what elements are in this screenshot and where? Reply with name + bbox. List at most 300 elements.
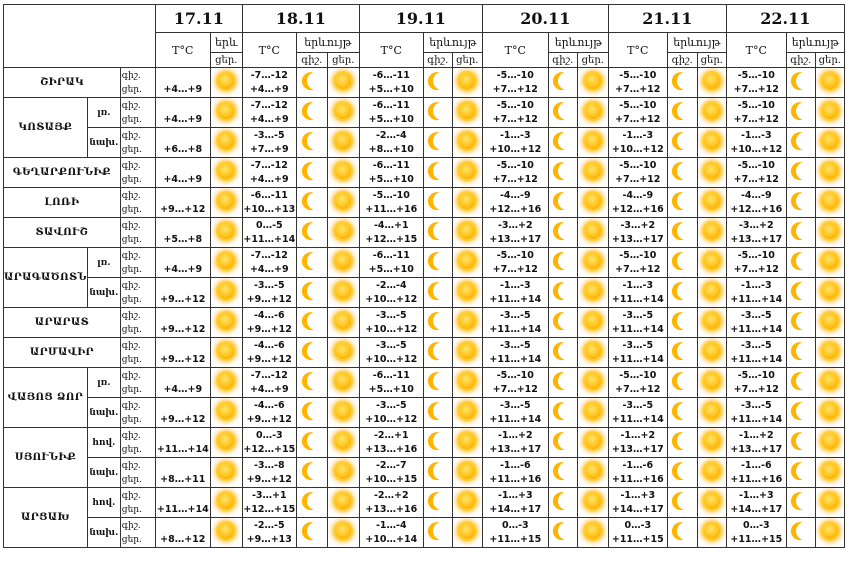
temp-value: -5…-10 xyxy=(737,249,775,261)
temperature-cell xyxy=(482,488,548,518)
night-subheader: գիշ. xyxy=(423,53,452,68)
temp-value: +10…+12 xyxy=(365,353,418,365)
weather-icon-cell xyxy=(667,488,697,518)
temp-value: -2…+2 xyxy=(373,489,409,501)
date-header: 19.11 xyxy=(359,5,482,33)
moon-icon xyxy=(676,220,697,241)
weather-icon-cell xyxy=(423,218,452,248)
moon-icon xyxy=(556,340,577,361)
temperature-cell xyxy=(608,488,667,518)
sun-icon xyxy=(820,341,840,361)
header-corner xyxy=(4,5,156,68)
weather-icon-cell xyxy=(296,188,327,218)
sun-icon xyxy=(216,521,236,541)
weather-icon-cell xyxy=(667,68,697,98)
subregion-name: նախ. xyxy=(87,128,120,158)
sun-icon xyxy=(820,281,840,301)
temp-value: -7…-12 xyxy=(250,369,288,381)
temp-value: -3…-5 xyxy=(499,309,531,321)
region-name: ԳԵՂԱՐՔՈՒՆԻՔ xyxy=(4,158,121,188)
temp-value: +11…+16 xyxy=(365,203,418,215)
temp-value: -1…-3 xyxy=(740,279,772,291)
weather-icon-cell xyxy=(452,308,482,338)
temp-value: +14…+17 xyxy=(489,503,542,515)
moon-icon xyxy=(676,460,697,481)
day-subheader: ցեր. xyxy=(577,53,608,68)
moon-icon xyxy=(676,400,697,421)
sun-icon xyxy=(333,71,353,91)
weather-icon-cell xyxy=(667,368,697,398)
temperature-cell xyxy=(608,458,667,488)
moon-icon xyxy=(305,130,326,151)
moon-icon xyxy=(305,190,326,211)
weather-icon-cell xyxy=(210,158,242,188)
weather-icon-cell xyxy=(423,458,452,488)
temperature-cell xyxy=(726,158,786,188)
moon-icon xyxy=(794,130,815,151)
sun-icon xyxy=(702,431,722,451)
moon-icon xyxy=(794,70,815,91)
temp-value: -5…-10 xyxy=(737,159,775,171)
weather-icon-cell xyxy=(548,278,577,308)
sun-icon xyxy=(216,341,236,361)
weather-icon-cell xyxy=(697,278,726,308)
weather-icon-cell xyxy=(548,128,577,158)
temp-value xyxy=(156,219,210,233)
temp-value xyxy=(156,459,210,473)
weather-icon-cell xyxy=(815,128,844,158)
temp-value: -1…-3 xyxy=(622,129,654,141)
moon-icon xyxy=(431,520,452,541)
sun-icon xyxy=(583,401,603,421)
temp-value: +7…+12 xyxy=(733,83,779,95)
sun-icon xyxy=(333,431,353,451)
sun-icon xyxy=(820,431,840,451)
weather-icon-cell xyxy=(327,248,359,278)
temperature-cell xyxy=(608,248,667,278)
table-row xyxy=(4,158,845,188)
moon-icon xyxy=(676,370,697,391)
temperature-cell xyxy=(359,428,423,458)
weather-icon-cell xyxy=(452,368,482,398)
moon-icon xyxy=(305,400,326,421)
weather-icon-cell xyxy=(786,458,815,488)
weather-icon-cell xyxy=(423,488,452,518)
weather-icon-cell xyxy=(667,518,697,548)
sun-icon xyxy=(583,191,603,211)
phenomenon-header: երևույթ xyxy=(296,33,359,53)
temp-value: +10…+12 xyxy=(489,143,542,155)
temp-value: -6…-11 xyxy=(372,369,410,381)
weather-icon-cell xyxy=(815,428,844,458)
temp-value: -3…-5 xyxy=(740,309,772,321)
temperature-cell xyxy=(155,518,210,548)
moon-icon xyxy=(794,370,815,391)
table-row xyxy=(4,278,845,308)
temp-value: +11…+14 xyxy=(243,233,296,245)
temp-value xyxy=(156,519,210,533)
temp-value: +4…+9 xyxy=(249,173,289,185)
weather-icon-cell xyxy=(697,488,726,518)
temp-value: +11…+14 xyxy=(489,323,542,335)
weather-icon-cell xyxy=(577,278,608,308)
temp-value: -4…+1 xyxy=(373,219,409,231)
temp-value: -1…+3 xyxy=(738,489,774,501)
temperature-cell xyxy=(726,518,786,548)
weather-icon-cell xyxy=(667,338,697,368)
temp-value: +9…+13 xyxy=(246,533,292,545)
subregion-name: նախ. xyxy=(87,278,120,308)
moon-icon xyxy=(556,430,577,451)
weather-icon-cell xyxy=(786,128,815,158)
temp-value: -3…+2 xyxy=(620,219,656,231)
table-row xyxy=(4,128,845,158)
temp-value xyxy=(156,99,210,113)
sun-icon xyxy=(216,311,236,331)
sun-icon xyxy=(457,521,477,541)
temperature-cell xyxy=(482,308,548,338)
temperature-cell xyxy=(608,308,667,338)
temp-value: 0…-3 xyxy=(501,519,529,531)
temp-value: +7…+12 xyxy=(615,83,661,95)
moon-icon xyxy=(676,190,697,211)
weather-icon-cell xyxy=(548,98,577,128)
moon-icon xyxy=(676,100,697,121)
temperature-cell xyxy=(482,458,548,488)
temp-value: +11…+16 xyxy=(730,473,783,485)
weather-icon-cell xyxy=(452,428,482,458)
temp-value: -1…+2 xyxy=(738,429,774,441)
temperature-cell xyxy=(726,218,786,248)
sun-icon xyxy=(216,251,236,271)
temp-header: T°C xyxy=(482,33,548,68)
sun-icon xyxy=(820,71,840,91)
temp-value: -1…+2 xyxy=(497,429,533,441)
moon-icon xyxy=(556,70,577,91)
weather-icon-cell xyxy=(327,218,359,248)
sun-icon xyxy=(333,161,353,181)
sun-icon xyxy=(702,461,722,481)
moon-icon xyxy=(431,400,452,421)
weather-icon-cell xyxy=(697,68,726,98)
sun-icon xyxy=(702,281,722,301)
temp-value: -2…-4 xyxy=(375,279,407,291)
temp-value: +12…+16 xyxy=(730,203,783,215)
temp-value: +5…+10 xyxy=(368,113,414,125)
sun-icon xyxy=(457,251,477,271)
sun-icon xyxy=(457,131,477,151)
temperature-cell xyxy=(155,278,210,308)
temperature-cell xyxy=(608,518,667,548)
temp-value: -3…-5 xyxy=(253,279,285,291)
weather-icon-cell xyxy=(815,248,844,278)
weather-icon-cell xyxy=(327,98,359,128)
temperature-cell xyxy=(482,218,548,248)
moon-icon xyxy=(556,250,577,271)
sun-icon xyxy=(216,191,236,211)
night-subheader: գիշ. xyxy=(548,53,577,68)
weather-icon-cell xyxy=(667,278,697,308)
temp-value: -5…-10 xyxy=(372,189,410,201)
table-row xyxy=(4,188,845,218)
temp-value: -1…+3 xyxy=(620,489,656,501)
sun-icon xyxy=(216,101,236,121)
sun-icon xyxy=(457,281,477,301)
weather-icon-cell xyxy=(667,458,697,488)
moon-icon xyxy=(794,100,815,121)
weather-icon-cell xyxy=(815,368,844,398)
weather-icon-cell xyxy=(577,398,608,428)
temperature-cell xyxy=(242,308,296,338)
temp-value: +12…+16 xyxy=(489,203,542,215)
temp-value: +7…+12 xyxy=(733,263,779,275)
temp-value: +13…+17 xyxy=(489,233,542,245)
temp-value: -7…-12 xyxy=(250,249,288,261)
sun-icon xyxy=(583,491,603,511)
temp-value: +11…+16 xyxy=(489,473,542,485)
temp-value: +7…+12 xyxy=(733,173,779,185)
temp-value: +9…+12 xyxy=(160,413,206,425)
moon-icon xyxy=(676,310,697,331)
weather-icon-cell xyxy=(327,158,359,188)
weather-icon-cell xyxy=(423,398,452,428)
weather-icon-cell xyxy=(296,68,327,98)
temperature-cell xyxy=(155,188,210,218)
weather-icon-cell xyxy=(423,128,452,158)
temperature-cell xyxy=(726,398,786,428)
weather-icon-cell xyxy=(786,488,815,518)
temperature-cell xyxy=(482,68,548,98)
temperature-cell xyxy=(359,158,423,188)
weather-icon-cell xyxy=(296,518,327,548)
temperature-cell xyxy=(359,368,423,398)
weather-icon-cell xyxy=(548,428,577,458)
weather-icon-cell xyxy=(423,98,452,128)
weather-icon-cell xyxy=(327,68,359,98)
sun-icon xyxy=(583,341,603,361)
weather-icon-cell xyxy=(296,128,327,158)
weather-icon-cell xyxy=(452,68,482,98)
sun-icon xyxy=(820,521,840,541)
sun-icon xyxy=(702,371,722,391)
weather-icon-cell xyxy=(296,218,327,248)
weather-icon-cell xyxy=(667,248,697,278)
temp-value: +9…+12 xyxy=(246,413,292,425)
subregion-name: լռ. xyxy=(87,248,120,278)
weather-icon-cell xyxy=(452,488,482,518)
sun-icon xyxy=(216,461,236,481)
sun-icon xyxy=(702,101,722,121)
moon-icon xyxy=(305,340,326,361)
temp-value: +7…+12 xyxy=(615,383,661,395)
sun-icon xyxy=(216,371,236,391)
temperature-cell xyxy=(155,398,210,428)
temp-value: -3…-5 xyxy=(499,339,531,351)
temperature-cell xyxy=(608,218,667,248)
temp-value: -3…-5 xyxy=(375,339,407,351)
weather-icon-cell xyxy=(423,428,452,458)
sun-icon xyxy=(820,251,840,271)
moon-icon xyxy=(431,190,452,211)
weather-icon-cell xyxy=(548,248,577,278)
weather-icon-cell xyxy=(786,398,815,428)
day-night-label: գիշ. ցեր. xyxy=(120,98,155,128)
weather-icon-cell xyxy=(786,308,815,338)
moon-icon xyxy=(676,430,697,451)
temp-value xyxy=(156,399,210,413)
moon-icon xyxy=(305,520,326,541)
temp-value: +4…+9 xyxy=(163,263,203,275)
temperature-cell xyxy=(482,398,548,428)
region-name: ՎԱՅՈՑ ՁՈՐ xyxy=(4,368,88,428)
weather-icon-cell xyxy=(667,308,697,338)
temp-value: -6…-11 xyxy=(372,159,410,171)
temp-value: +10…+13 xyxy=(243,203,296,215)
temp-value: +11…+14 xyxy=(730,323,783,335)
temperature-cell xyxy=(482,98,548,128)
weather-icon-cell xyxy=(327,428,359,458)
weather-icon-cell xyxy=(697,398,726,428)
temp-value: -1…-3 xyxy=(499,279,531,291)
temperature-cell xyxy=(155,218,210,248)
weather-icon-cell xyxy=(577,368,608,398)
weather-icon-cell xyxy=(210,518,242,548)
weather-icon-cell xyxy=(210,368,242,398)
temp-value: 0…-3 xyxy=(255,429,283,441)
temp-value: +5…+8 xyxy=(163,233,203,245)
weather-icon-cell xyxy=(667,188,697,218)
temp-value: +11…+14 xyxy=(611,413,664,425)
day-subheader: ցեր. xyxy=(697,53,726,68)
temp-value: -3…-5 xyxy=(622,309,654,321)
sun-icon xyxy=(583,521,603,541)
subregion-name: նախ. xyxy=(87,398,120,428)
weather-icon-cell xyxy=(548,188,577,218)
table-row xyxy=(4,68,845,98)
temp-value xyxy=(156,309,210,323)
temp-value: +11…+14 xyxy=(730,293,783,305)
temperature-cell xyxy=(608,278,667,308)
moon-icon xyxy=(431,70,452,91)
date-header: 22.11 xyxy=(726,5,844,33)
temp-value: +11…+14 xyxy=(489,293,542,305)
temp-value: -1…+3 xyxy=(497,489,533,501)
weather-icon-cell xyxy=(815,518,844,548)
weather-icon-cell xyxy=(786,98,815,128)
subregion-name: hով. xyxy=(87,488,120,518)
temp-value: 0…-3 xyxy=(742,519,770,531)
weather-icon-cell xyxy=(786,428,815,458)
temp-value: +4…+9 xyxy=(163,173,203,185)
temp-value xyxy=(156,279,210,293)
table-row xyxy=(4,428,845,458)
temp-value: -6…-11 xyxy=(372,69,410,81)
temp-value: -3…-5 xyxy=(622,339,654,351)
weather-icon-cell xyxy=(577,338,608,368)
temperature-cell xyxy=(482,278,548,308)
temp-value: +11…+14 xyxy=(611,353,664,365)
temp-value: +13…+17 xyxy=(611,233,664,245)
weather-icon-cell xyxy=(786,68,815,98)
temp-value: +7…+12 xyxy=(492,113,538,125)
temp-value: +7…+12 xyxy=(492,263,538,275)
temperature-cell xyxy=(608,428,667,458)
temp-value: -7…-12 xyxy=(250,99,288,111)
temp-value: -6…-11 xyxy=(372,249,410,261)
temperature-cell xyxy=(359,68,423,98)
moon-icon xyxy=(676,520,697,541)
weather-icon-cell xyxy=(423,278,452,308)
day-subheader: ցեր. xyxy=(210,53,242,68)
moon-icon xyxy=(431,160,452,181)
weather-icon-cell xyxy=(697,458,726,488)
temperature-cell xyxy=(482,518,548,548)
temperature-cell xyxy=(608,68,667,98)
weather-icon-cell xyxy=(423,188,452,218)
temp-value: +11…+15 xyxy=(611,533,664,545)
temp-value: +13…+17 xyxy=(611,443,664,455)
temperature-cell xyxy=(155,128,210,158)
weather-icon-cell xyxy=(697,248,726,278)
moon-icon xyxy=(676,160,697,181)
temperature-cell xyxy=(155,428,210,458)
temp-value: +11…+15 xyxy=(730,533,783,545)
temp-value: -5…-10 xyxy=(496,69,534,81)
moon-icon xyxy=(556,400,577,421)
temperature-cell xyxy=(155,98,210,128)
temp-value: +12…+16 xyxy=(611,203,664,215)
moon-icon xyxy=(556,280,577,301)
sun-icon xyxy=(820,101,840,121)
sun-icon xyxy=(333,401,353,421)
temperature-cell xyxy=(482,248,548,278)
weather-icon-cell xyxy=(577,68,608,98)
day-night-label: գիշ. ցեր. xyxy=(120,218,155,248)
temp-value: +11…+14 xyxy=(156,503,209,515)
weather-icon-cell xyxy=(423,248,452,278)
sun-icon xyxy=(333,521,353,541)
sun-icon xyxy=(333,341,353,361)
weather-icon-cell xyxy=(452,218,482,248)
moon-icon xyxy=(676,280,697,301)
sun-icon xyxy=(216,401,236,421)
temp-value: -3…+1 xyxy=(251,489,287,501)
temp-value: 0…-3 xyxy=(624,519,652,531)
weather-icon-cell xyxy=(210,248,242,278)
temp-value: +11…+14 xyxy=(730,413,783,425)
sun-icon xyxy=(583,71,603,91)
temp-value: -3…-5 xyxy=(375,309,407,321)
temp-value: -5…-10 xyxy=(619,369,657,381)
temperature-cell xyxy=(155,158,210,188)
sun-icon xyxy=(216,281,236,301)
temperature-cell xyxy=(482,128,548,158)
date-header: 21.11 xyxy=(608,5,726,33)
temp-value: +13…+17 xyxy=(730,443,783,455)
sun-icon xyxy=(702,491,722,511)
sun-icon xyxy=(820,461,840,481)
temperature-cell xyxy=(482,368,548,398)
temperature-cell xyxy=(242,218,296,248)
temp-value: -5…-10 xyxy=(496,159,534,171)
date-header: 17.11 xyxy=(155,5,242,33)
day-night-label: գիշ. ցեր. xyxy=(120,128,155,158)
temperature-cell xyxy=(726,188,786,218)
sun-icon xyxy=(216,491,236,511)
subregion-name: նախ. xyxy=(87,458,120,488)
temp-value xyxy=(156,129,210,143)
temp-value: +9…+12 xyxy=(160,353,206,365)
